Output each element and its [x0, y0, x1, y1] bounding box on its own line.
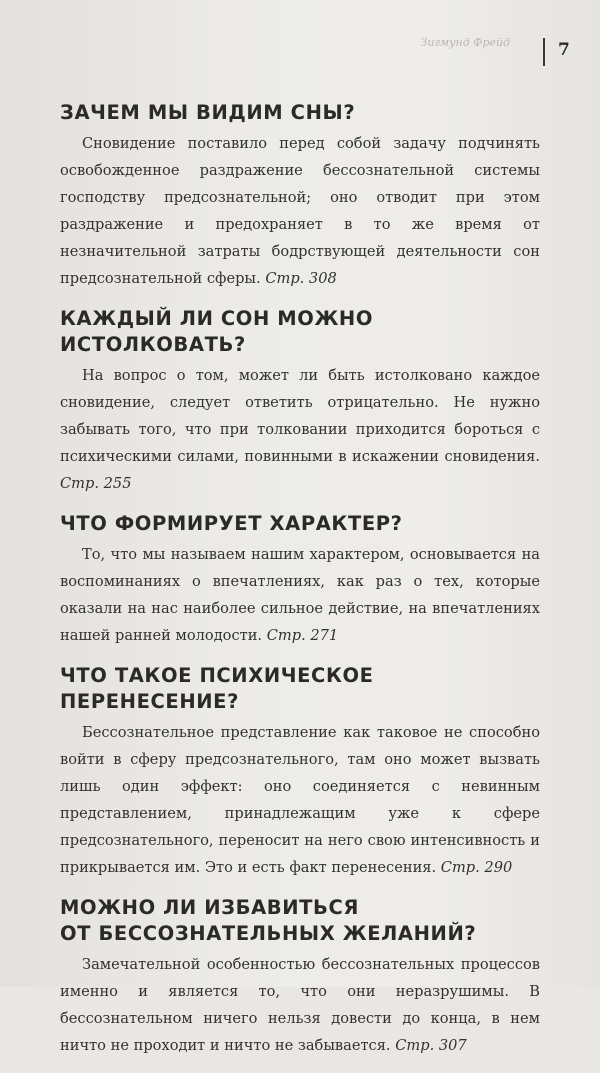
answer-paragraph	[60, 951, 540, 1059]
qa-section	[60, 895, 540, 1059]
question-heading: ЧТО ФОРМИРУЕТ ХАРАКТЕР?	[60, 512, 403, 535]
page-reference: Стр. 308	[265, 270, 337, 287]
answer-text: На вопрос о том, может ли быть истолковано каждое сновидение, следует ответить отрицательно. Не нужно забывать того, что при толковании приходится бороться с психическими силами, повинными в искажении сновидения.	[60, 367, 540, 465]
page-number: 7	[558, 40, 570, 60]
qa-section	[60, 511, 540, 649]
answer-text: То, что мы называем нашим характером, основывается на воспоминаниях о впечатлениях, как раз о тех, которые оказали на нас наиболее сильное действие, на впечатлениях нашей ранней молодости.	[60, 546, 540, 644]
answer-paragraph	[60, 130, 540, 292]
qa-section	[60, 663, 540, 881]
running-head: Зигмунд Фрейд	[420, 36, 510, 49]
page-reference: Стр. 290	[440, 859, 513, 876]
answer-text: Замечательной особенностью бессознательных процессов именно и является то, что они неразрушимы. В бессознательном ничего нельзя довести до конца, в нем ничто не проходит и ничто не забывается.	[60, 956, 540, 1054]
answer-paragraph	[60, 362, 540, 497]
question-heading: ЗАЧЕМ МЫ ВИДИМ СНЫ?	[60, 101, 356, 124]
qa-section	[60, 100, 540, 292]
question-heading: ЧТО ТАКОЕ ПСИХИЧЕСКОЕ ПЕРЕНЕСЕНИЕ?	[60, 664, 374, 713]
answer-text: Бессознательное представление как таковое не способно войти в сферу предсознательного, там оно может вызвать лишь один эффект: оно соединяется с невинным представлением, принадлежащим уже к сфере предсознательного, переносит на него свою интенсивность и прикрывается им. Это и есть факт перенесения.	[60, 724, 540, 876]
answer-paragraph	[60, 541, 540, 649]
answer-paragraph	[60, 719, 540, 881]
page-reference: Стр. 307	[395, 1037, 467, 1054]
page-content	[60, 100, 540, 1073]
page-reference: Стр. 271	[266, 627, 339, 644]
answer-text: Сновидение поставило перед собой задачу подчинять освобожденное раздражение бессознательной системы господству предсознательной; оно отводит при этом раздражение и предохраняет в то же время от незначительной затраты бодрствующей деятельности сон предсознательной сферы.	[60, 135, 540, 287]
header-rule	[543, 38, 545, 66]
qa-section	[60, 306, 540, 497]
question-heading: КАЖДЫЙ ЛИ СОН МОЖНО ИСТОЛКОВАТЬ?	[60, 307, 374, 356]
page-reference: Стр. 255	[60, 475, 132, 492]
question-heading: МОЖНО ЛИ ИЗБАВИТЬСЯ ОТ БЕССОЗНАТЕЛЬНЫХ ЖЕЛАНИЙ?	[60, 896, 477, 945]
